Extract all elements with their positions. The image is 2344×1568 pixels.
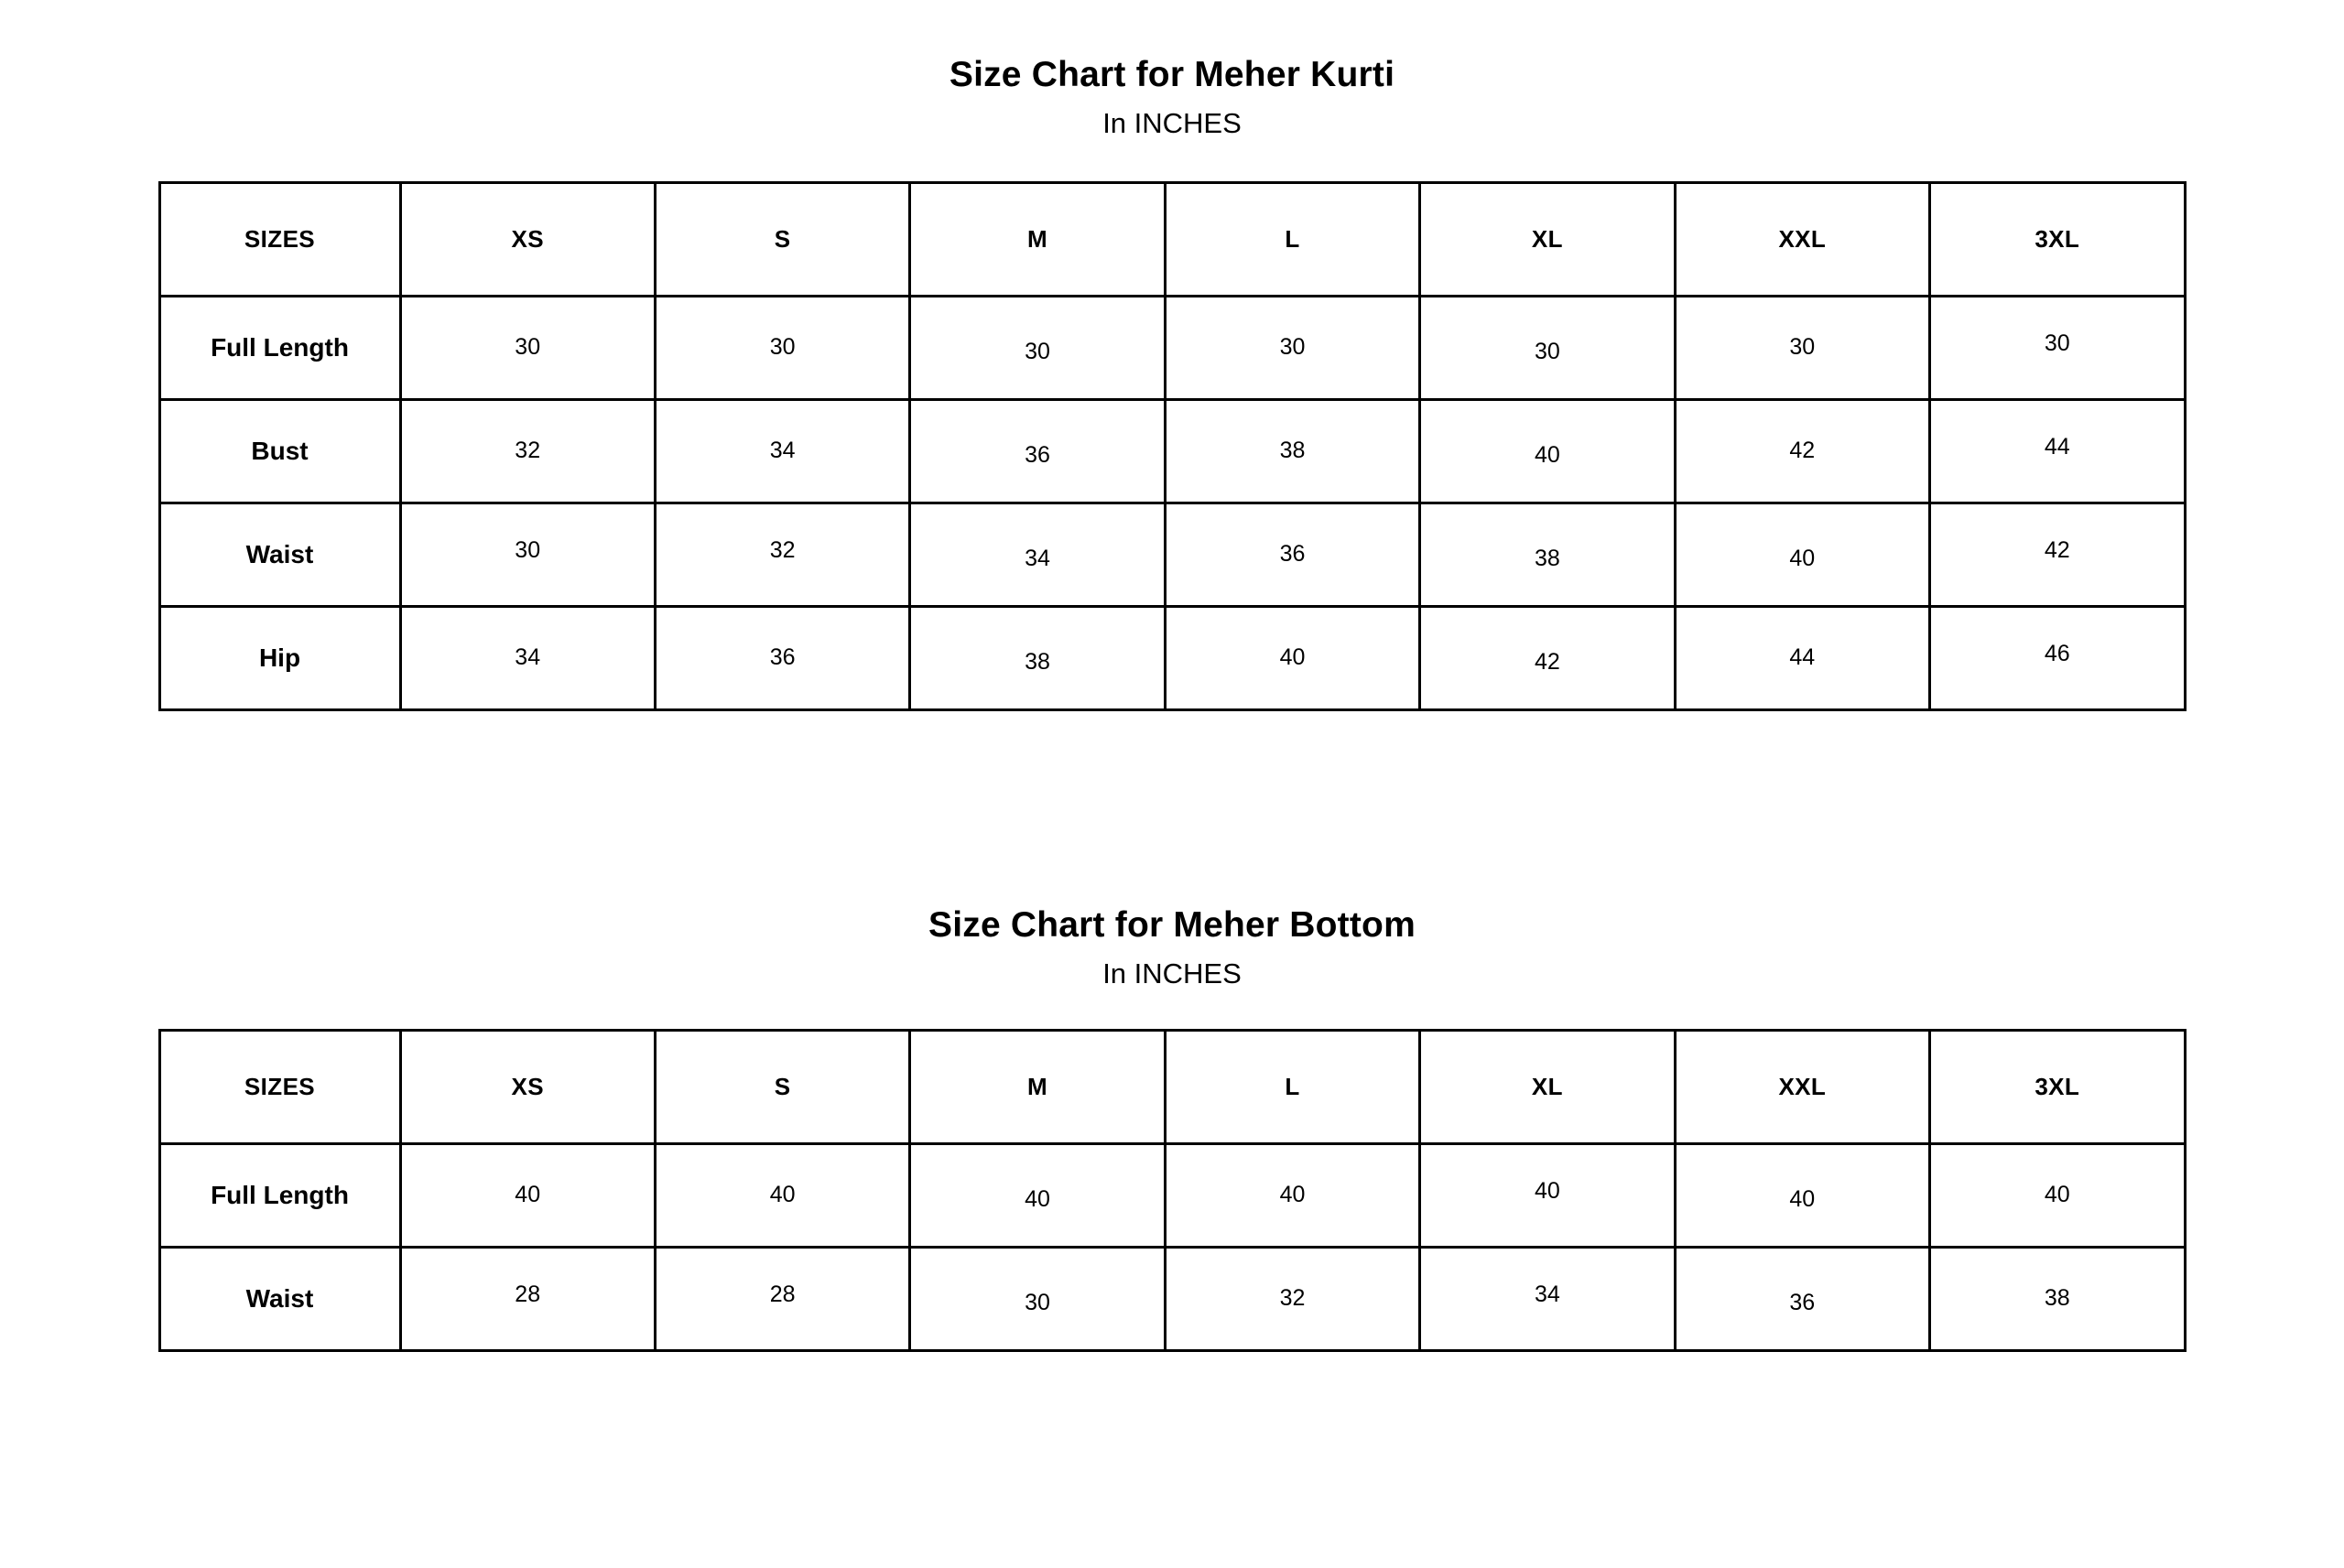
cell-full-length-m: 40 — [910, 1148, 1165, 1251]
column-header-xs: XS — [400, 1030, 655, 1143]
cell-waist-xl: 34 — [1420, 1243, 1675, 1346]
cell-full-length-m: 30 — [910, 300, 1165, 404]
row-label-hip: Hip — [159, 606, 400, 709]
table-row — [159, 1247, 2185, 1350]
cell-hip-xxl: 44 — [1675, 606, 1929, 709]
column-header-xl: XL — [1420, 1030, 1675, 1143]
cell-waist-xl: 38 — [1420, 507, 1675, 611]
cell-waist-s: 32 — [655, 499, 909, 602]
cell-full-length-xxl: 40 — [1675, 1148, 1929, 1251]
column-header-m: M — [910, 182, 1165, 296]
cell-bust-3xl: 44 — [1930, 395, 2185, 499]
cell-full-length-xs: 30 — [400, 296, 655, 399]
cell-waist-m: 34 — [910, 507, 1165, 611]
cell-full-length-xs: 40 — [400, 1143, 655, 1247]
units-subtitle-kurti: In INCHES — [1102, 106, 1242, 139]
cell-waist-xxl: 36 — [1675, 1251, 1929, 1355]
cell-full-length-xxl: 30 — [1675, 296, 1929, 399]
column-header-sizes: SIZES — [159, 1030, 400, 1143]
cell-full-length-3xl: 30 — [1930, 292, 2185, 395]
table-wrapper-bottom — [158, 1029, 2187, 1352]
cell-waist-xs: 30 — [400, 499, 655, 602]
column-header-xl: XL — [1420, 182, 1675, 296]
column-header-xxl: XXL — [1675, 1030, 1929, 1143]
row-label-waist: Waist — [159, 503, 400, 606]
cell-waist-s: 28 — [655, 1243, 909, 1346]
column-header-sizes: SIZES — [159, 182, 400, 296]
table-row — [159, 296, 2185, 399]
cell-waist-3xl: 38 — [1930, 1247, 2185, 1350]
units-subtitle-bottom: In INCHES — [1102, 957, 1242, 989]
size-chart-bottom — [0, 711, 2344, 1352]
column-header-xxl: XXL — [1675, 182, 1929, 296]
cell-full-length-3xl: 40 — [1930, 1143, 2185, 1247]
cell-hip-m: 38 — [910, 611, 1165, 714]
cell-full-length-s: 30 — [655, 296, 909, 399]
column-header-s: S — [655, 1030, 909, 1143]
row-label-bust: Bust — [159, 399, 400, 503]
table-wrapper-kurti — [158, 181, 2187, 711]
cell-waist-m: 30 — [910, 1251, 1165, 1355]
column-header-xs: XS — [400, 182, 655, 296]
cell-hip-xl: 42 — [1420, 611, 1675, 714]
cell-waist-xxl: 40 — [1675, 507, 1929, 611]
table-header-row — [159, 1030, 2185, 1143]
cell-hip-s: 36 — [655, 606, 909, 709]
cell-hip-l: 40 — [1165, 606, 1419, 709]
page-title-bottom: Size Chart for Meher Bottom — [928, 904, 1416, 945]
table-header-row — [159, 182, 2185, 296]
table-row — [159, 606, 2185, 709]
table-row — [159, 503, 2185, 606]
column-header-l: L — [1165, 1030, 1419, 1143]
cell-waist-l: 32 — [1165, 1247, 1419, 1350]
cell-hip-3xl: 46 — [1930, 602, 2185, 706]
size-table-bottom — [158, 1029, 2187, 1352]
column-header-l: L — [1165, 182, 1419, 296]
column-header-s: S — [655, 182, 909, 296]
column-header-3xl: 3XL — [1930, 182, 2185, 296]
row-label-full-length: Full Length — [159, 1143, 400, 1247]
cell-waist-xs: 28 — [400, 1243, 655, 1346]
size-table-kurti — [158, 181, 2187, 711]
table-row — [159, 399, 2185, 503]
cell-bust-l: 38 — [1165, 399, 1419, 503]
size-chart-kurti — [0, 0, 2344, 711]
cell-hip-xs: 34 — [400, 606, 655, 709]
page-title-kurti: Size Chart for Meher Kurti — [949, 55, 1395, 94]
cell-bust-xs: 32 — [400, 399, 655, 503]
cell-bust-xl: 40 — [1420, 404, 1675, 507]
row-label-full-length: Full Length — [159, 296, 400, 399]
cell-waist-l: 36 — [1165, 503, 1419, 606]
cell-bust-s: 34 — [655, 399, 909, 503]
cell-full-length-l: 30 — [1165, 296, 1419, 399]
cell-full-length-l: 40 — [1165, 1143, 1419, 1247]
table-row — [159, 1143, 2185, 1247]
cell-waist-3xl: 42 — [1930, 499, 2185, 602]
cell-full-length-xl: 40 — [1420, 1140, 1675, 1243]
cell-bust-xxl: 42 — [1675, 399, 1929, 503]
cell-full-length-s: 40 — [655, 1143, 909, 1247]
cell-full-length-xl: 30 — [1420, 300, 1675, 404]
cell-bust-m: 36 — [910, 404, 1165, 507]
column-header-3xl: 3XL — [1930, 1030, 2185, 1143]
row-label-waist: Waist — [159, 1247, 400, 1350]
column-header-m: M — [910, 1030, 1165, 1143]
